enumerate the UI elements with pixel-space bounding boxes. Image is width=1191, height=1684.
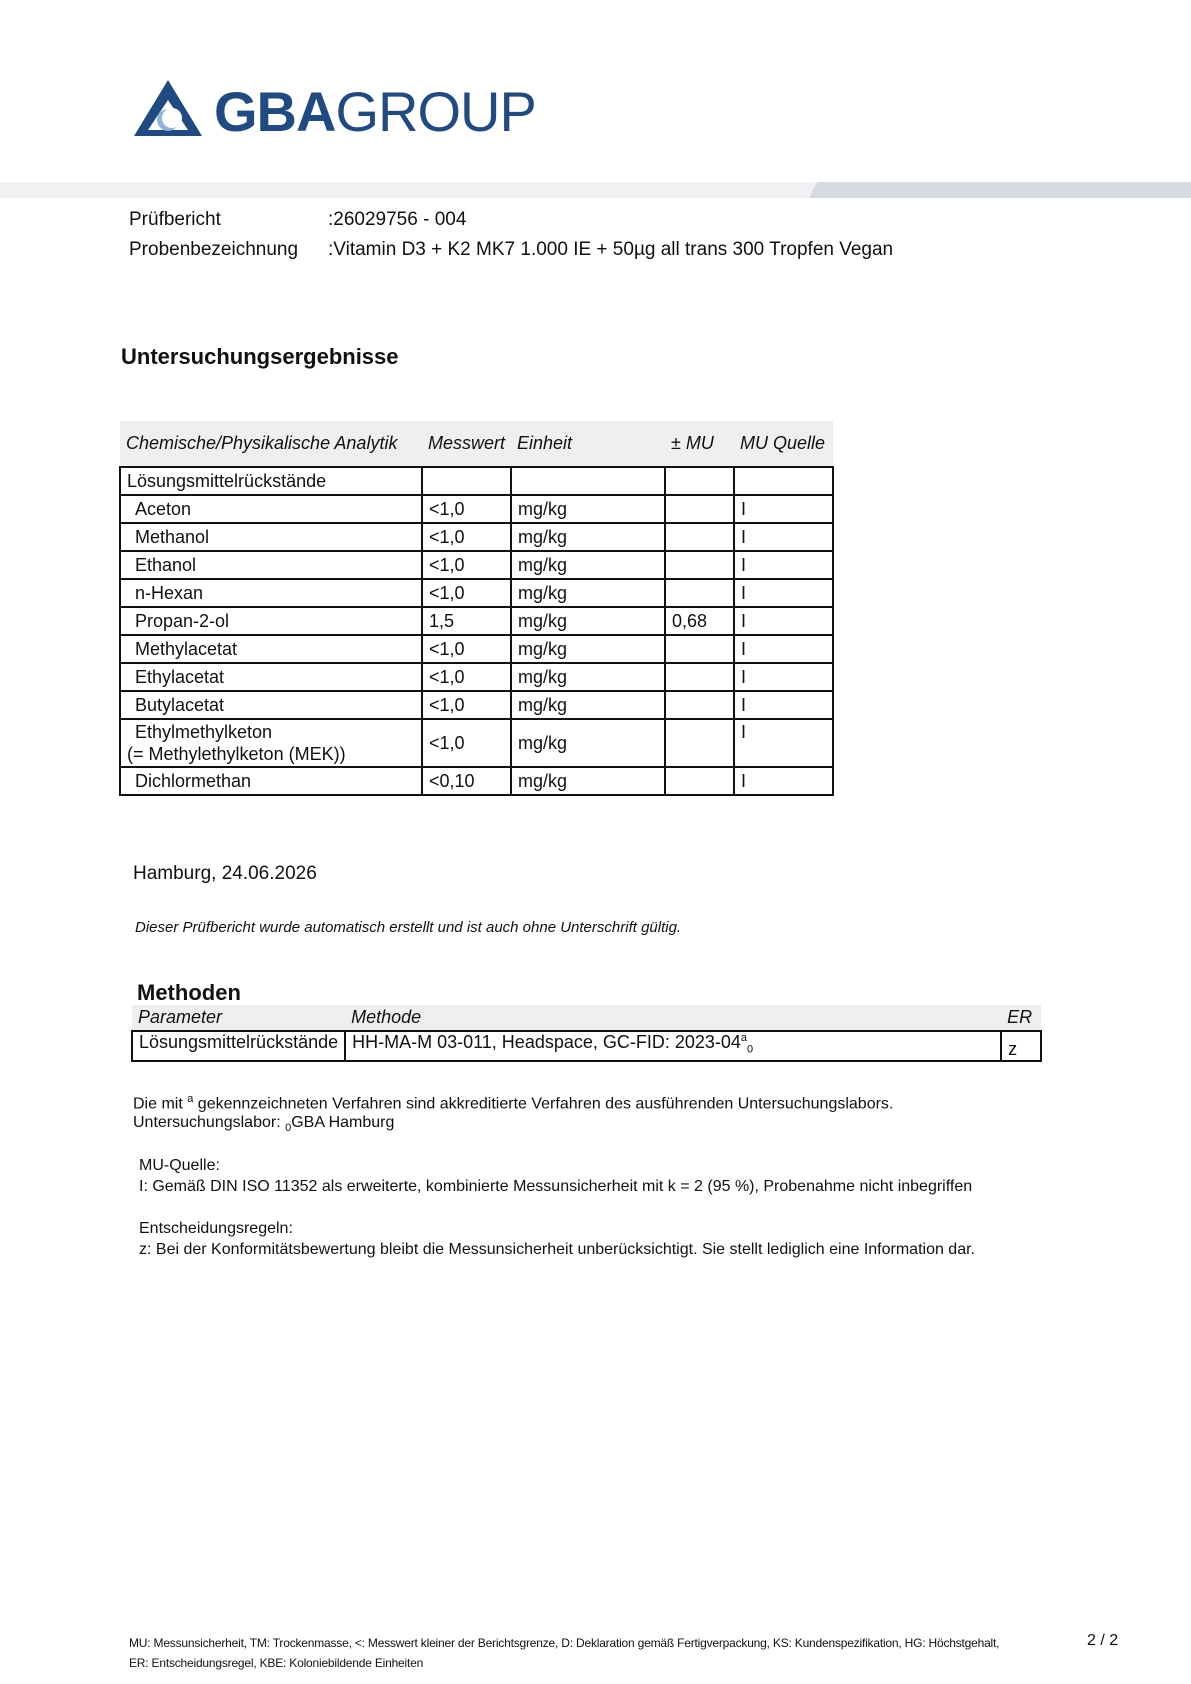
section-title: Untersuchungsergebnisse (121, 344, 399, 369)
mu-value (665, 579, 734, 607)
table-row (120, 635, 833, 663)
mu-source: I (734, 579, 833, 607)
unit: mg/kg (511, 551, 665, 579)
empty-cell (734, 467, 833, 495)
mu-value (665, 663, 734, 691)
header-parameter: Parameter (132, 1005, 345, 1031)
page-number: 2 / 2 (1087, 1632, 1119, 1649)
method-description (345, 1031, 1001, 1061)
mu-value (665, 523, 734, 551)
mu-source: I (734, 523, 833, 551)
mu-source: I (734, 607, 833, 635)
mu-value (665, 767, 734, 795)
mu-value (665, 719, 734, 767)
mu-value (665, 691, 734, 719)
lab-name: GBA Hamburg (291, 1114, 395, 1131)
lab-label: Untersuchungslabor: (133, 1114, 286, 1131)
analyte-name-line2: (= Methylethylketon (MEK)) (127, 744, 346, 764)
footer-abbreviations-line2: ER: Entscheidungsregel, KBE: Koloniebildende Einheiten (129, 1656, 424, 1670)
mu-source: I (734, 663, 833, 691)
mu-source: I (734, 635, 833, 663)
unit: mg/kg (511, 719, 665, 767)
analyte-name (120, 719, 422, 767)
mu-source: I (734, 691, 833, 719)
unit: mg/kg (511, 495, 665, 523)
accreditation-text-pre: Die mit (133, 1095, 188, 1113)
mu-source: I (734, 551, 833, 579)
mu-value (665, 495, 734, 523)
analyte-name: Ethanol (120, 551, 422, 579)
table-row (120, 495, 833, 523)
mu-source-label: MU-Quelle: (139, 1157, 220, 1174)
logo-mark-icon (132, 78, 204, 140)
decision-label: Entscheidungsregeln: (139, 1220, 293, 1237)
place-date: Hamburg, 24.06.2026 (133, 863, 317, 884)
analyte-name: Methylacetat (120, 635, 422, 663)
analyte-name: Dichlormethan (120, 767, 422, 795)
measured-value: <1,0 (422, 663, 511, 691)
empty-cell (511, 467, 665, 495)
accreditation-sup: a (187, 1093, 194, 1105)
unit: mg/kg (511, 663, 665, 691)
methods-title: Methoden (137, 980, 241, 1005)
footer-abbreviations-line1: MU: Messunsicherheit, TM: Trockenmasse, <: Messwert kleiner der Berichtsgrenze, D: Deklaration gemäß Fertigverpackung, KS: Kundenspezifikation, HG: Höchstgehalt, (129, 1636, 1000, 1650)
group-name: Lösungsmittelrückstände (120, 467, 422, 495)
mu-value: 0,68 (665, 607, 734, 635)
methods-row (132, 1031, 1041, 1061)
report-number-value: :26029756 - 004 (328, 209, 467, 230)
header-methode: Methode (345, 1005, 1001, 1031)
method-text: HH-MA-M 03-011, Headspace, GC-FID: 2023-04 (352, 1032, 741, 1052)
table-row (120, 551, 833, 579)
mu-source-text: I: Gemäß DIN ISO 11352 als erweiterte, kombinierte Messunsicherheit mit k = 2 (95 %), Probenahme nicht inbegriffen (139, 1178, 973, 1195)
empty-cell (422, 467, 511, 495)
measured-value: <1,0 (422, 495, 511, 523)
unit: mg/kg (511, 635, 665, 663)
method-er: z (1001, 1031, 1041, 1061)
measured-value: <1,0 (422, 719, 511, 767)
methods-header-row (132, 1005, 1041, 1031)
sample-label: Probenbezeichnung (129, 239, 299, 260)
measured-value: 1,5 (422, 607, 511, 635)
methods-table (131, 1005, 1042, 1062)
mu-value (665, 551, 734, 579)
lab-note (133, 1114, 394, 1134)
mu-source: I (734, 719, 833, 767)
mu-source: I (734, 495, 833, 523)
unit: mg/kg (511, 523, 665, 551)
company-logo (132, 78, 562, 142)
header-messwert: Messwert (422, 421, 511, 467)
unit: mg/kg (511, 579, 665, 607)
measured-value: <1,0 (422, 691, 511, 719)
results-header-row (120, 421, 833, 467)
lab-sub: 0 (285, 1122, 292, 1135)
unit: mg/kg (511, 767, 665, 795)
measured-value: <0,10 (422, 767, 511, 795)
table-group-row (120, 467, 833, 495)
measured-value: <1,0 (422, 635, 511, 663)
accreditation-note (133, 1093, 893, 1113)
table-row (120, 663, 833, 691)
method-parameter: Lösungsmittelrückstände (132, 1031, 345, 1061)
analyte-name-line1: Ethylmethylketon (135, 722, 273, 742)
analyte-name: Ethylacetat (120, 663, 422, 691)
table-row (120, 719, 833, 767)
decision-text: z: Bei der Konformitätsbewertung bleibt die Messunsicherheit unberücksichtigt. Sie stellt lediglich eine Information dar. (139, 1241, 975, 1258)
report-number-label: Prüfbericht (129, 209, 221, 230)
logo-text-group: GROUP (335, 80, 536, 143)
analyte-name: n-Hexan (120, 579, 422, 607)
header-analytik: Chemische/Physikalische Analytik (120, 421, 422, 467)
analyte-name: Methanol (120, 523, 422, 551)
measured-value: <1,0 (422, 579, 511, 607)
table-row (120, 691, 833, 719)
header-mu-quelle: MU Quelle (734, 421, 833, 467)
sample-value: :Vitamin D3 + K2 MK7 1.000 IE + 50µg all trans 300 Tropfen Vegan (328, 239, 894, 260)
header-band (0, 182, 815, 198)
results-table (119, 421, 834, 796)
auto-signature-note: Dieser Prüfbericht wurde automatisch erstellt und ist auch ohne Unterschrift gültig. (135, 919, 682, 936)
header-er: ER (1001, 1005, 1041, 1031)
analyte-name: Aceton (120, 495, 422, 523)
header-einheit: Einheit (511, 421, 665, 467)
method-accredited-mark: a (740, 1032, 748, 1044)
logo-wordmark (214, 80, 536, 144)
table-row (120, 607, 833, 635)
analyte-name: Butylacetat (120, 691, 422, 719)
mu-source: I (734, 767, 833, 795)
empty-cell (665, 467, 734, 495)
analyte-name: Propan-2-ol (120, 607, 422, 635)
measured-value: <1,0 (422, 551, 511, 579)
header-mu: ± MU (665, 421, 734, 467)
table-row (120, 523, 833, 551)
unit: mg/kg (511, 607, 665, 635)
logo-text-gba: GBA (214, 80, 336, 143)
table-row (120, 579, 833, 607)
mu-value (665, 635, 734, 663)
accreditation-text-post: gekennzeichneten Verfahren sind akkreditierte Verfahren des ausführenden Untersuchungslabors. (193, 1095, 894, 1113)
unit: mg/kg (511, 691, 665, 719)
table-row (120, 767, 833, 795)
method-lab-mark: 0 (747, 1043, 754, 1056)
header-band-accent (809, 182, 1191, 198)
measured-value: <1,0 (422, 523, 511, 551)
